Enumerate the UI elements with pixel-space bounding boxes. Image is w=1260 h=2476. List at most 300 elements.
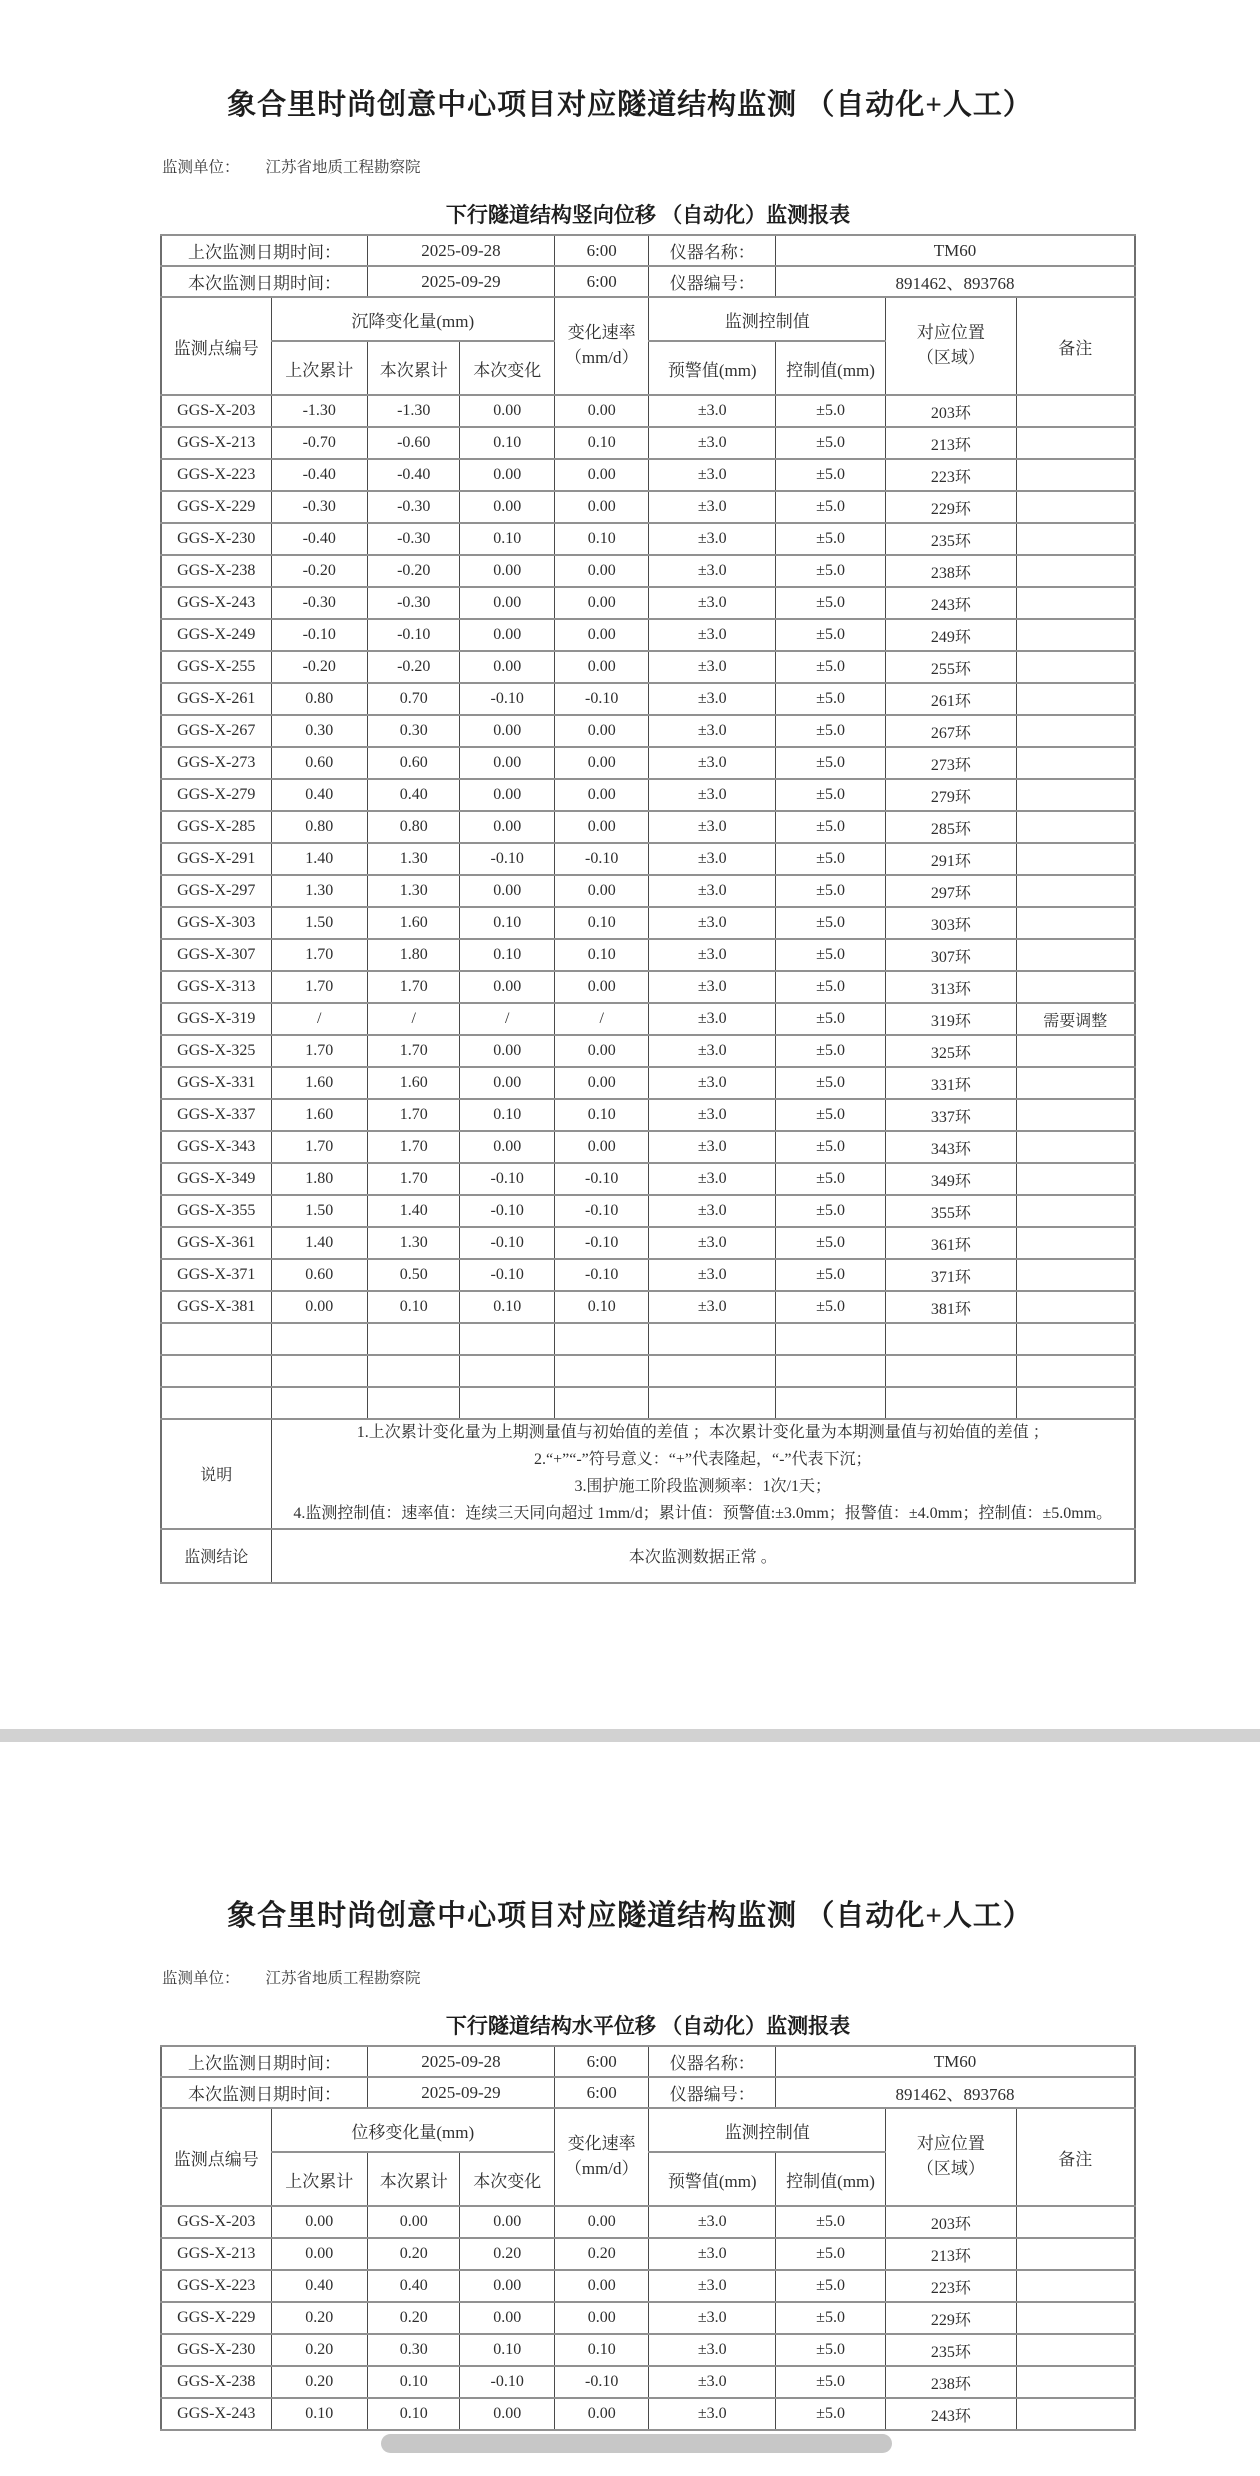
point-id-cell: GGS-X-223 [161, 459, 271, 491]
empty-table-row [161, 1355, 1135, 1387]
warn-value-cell: ±3.0 [649, 1259, 776, 1291]
location-cell: 285环 [886, 811, 1017, 843]
table-row [161, 1163, 1135, 1195]
cur-cum-cell: 1.30 [367, 843, 460, 875]
location-cell: 243环 [886, 587, 1017, 619]
remark-cell [1016, 811, 1135, 843]
prev-cum-cell: 0.20 [271, 2334, 367, 2366]
remark-cell [1016, 1099, 1135, 1131]
cur-change-cell: 0.00 [460, 1131, 554, 1163]
prev-cum-cell: 1.70 [271, 939, 367, 971]
prev-cum-cell: 0.00 [271, 2206, 367, 2238]
point-id-cell: GGS-X-273 [161, 747, 271, 779]
warn-value-cell: ±3.0 [649, 491, 776, 523]
table-row [161, 2334, 1135, 2366]
prev-cum-cell: -0.10 [271, 619, 367, 651]
prev-cum-cell: 1.70 [271, 1035, 367, 1067]
cur-change-cell: 0.00 [460, 747, 554, 779]
cur-cum-cell: 1.80 [367, 939, 460, 971]
cur-change-cell: 0.00 [460, 651, 554, 683]
rate-cell: 0.00 [554, 1131, 648, 1163]
rate-cell: 0.00 [554, 971, 648, 1003]
conclusion-value: 本次监测数据正常 。 [271, 1529, 1135, 1583]
location-cell: 243环 [886, 2398, 1017, 2430]
rate-cell: 0.00 [554, 875, 648, 907]
cur-change-cell: -0.10 [460, 683, 554, 715]
page-title-2: 象合里时尚创意中心项目对应隧道结构监测 （自动化+人工） [227, 1900, 1033, 1932]
remark-cell [1016, 715, 1135, 747]
rate-cell: 0.10 [554, 523, 648, 555]
table-row [161, 1067, 1135, 1099]
prev-time-value: 6:00 [554, 235, 648, 266]
remark-cell [1016, 459, 1135, 491]
control-value-cell: ±5.0 [776, 1195, 886, 1227]
header-row-groups [161, 297, 1135, 341]
rate-cell: 0.00 [554, 747, 648, 779]
cur-cum-cell: 1.70 [367, 971, 460, 1003]
col-header-change-group-2: 位移变化量(mm) [271, 2108, 554, 2152]
col-header-location-line1: 对应位置 [916, 323, 985, 343]
table-row [161, 555, 1135, 587]
warn-value-cell: ±3.0 [649, 747, 776, 779]
cur-cum-cell: -0.20 [367, 555, 460, 587]
control-value-cell: ±5.0 [776, 683, 886, 715]
prev-cum-cell: 0.60 [271, 747, 367, 779]
control-value-cell: ±5.0 [776, 1003, 886, 1035]
remark-cell [1016, 2302, 1135, 2334]
location-cell: 235环 [886, 2334, 1017, 2366]
col-header-cur-change-2: 本次变化 [460, 2152, 554, 2206]
warn-value-cell: ±3.0 [649, 1131, 776, 1163]
cur-cum-cell: 0.10 [367, 2398, 460, 2430]
prev-cum-cell: 0.40 [271, 779, 367, 811]
cur-cum-cell: 1.70 [367, 1163, 460, 1195]
control-value-cell: ±5.0 [776, 1259, 886, 1291]
cur-change-cell: 0.10 [460, 523, 554, 555]
monitoring-table-vertical [160, 234, 1136, 1584]
rate-cell: 0.10 [554, 907, 648, 939]
empty-table-row [161, 1387, 1135, 1419]
control-value-cell: ±5.0 [776, 2206, 886, 2238]
remark-cell [1016, 779, 1135, 811]
prev-date-label-2: 上次监测日期时间： [161, 2046, 367, 2077]
remark-cell [1016, 1291, 1135, 1323]
prev-cum-cell: -0.70 [271, 427, 367, 459]
table-body-horizontal [161, 2206, 1135, 2430]
instrument-number-label-2: 仪器编号： [649, 2077, 776, 2108]
col-header-point-id-2: 监测点编号 [161, 2108, 271, 2206]
warn-value-cell: ±3.0 [649, 523, 776, 555]
control-value-cell: ±5.0 [776, 2302, 886, 2334]
point-id-cell: GGS-X-279 [161, 779, 271, 811]
rate-cell: 0.00 [554, 651, 648, 683]
cur-change-cell: 0.00 [460, 587, 554, 619]
rate-cell: 0.00 [554, 619, 648, 651]
rate-cell: 0.00 [554, 587, 648, 619]
rate-cell: -0.10 [554, 683, 648, 715]
cur-change-cell: 0.00 [460, 2206, 554, 2238]
prev-cum-cell: -0.30 [271, 587, 367, 619]
warn-value-cell: ±3.0 [649, 2398, 776, 2430]
col-header-location-2 [886, 2108, 1017, 2206]
remark-cell [1016, 683, 1135, 715]
cur-cum-cell: 0.70 [367, 683, 460, 715]
control-value-cell: ±5.0 [776, 1099, 886, 1131]
rate-cell: 0.00 [554, 811, 648, 843]
location-cell: 303环 [886, 907, 1017, 939]
note-line-3: 3.围护施工阶段监测频率：1次/1天； [574, 1477, 831, 1495]
col-header-cur-change: 本次变化 [460, 341, 554, 395]
location-cell: 235环 [886, 523, 1017, 555]
prev-cum-cell: 0.80 [271, 811, 367, 843]
table-row [161, 779, 1135, 811]
empty-cell [1016, 1355, 1135, 1387]
prev-time-value-2: 6:00 [554, 2046, 648, 2077]
location-cell: 361环 [886, 1227, 1017, 1259]
remark-cell [1016, 395, 1135, 427]
instrument-name-label-2: 仪器名称： [649, 2046, 776, 2077]
point-id-cell: GGS-X-230 [161, 523, 271, 555]
cur-cum-cell: 1.70 [367, 1035, 460, 1067]
remark-cell [1016, 491, 1135, 523]
col-header-location-line2: （区域） [916, 348, 985, 367]
control-value-cell: ±5.0 [776, 715, 886, 747]
cur-change-cell: 0.00 [460, 811, 554, 843]
instrument-number-value: 891462、893768 [776, 266, 1135, 297]
col-header-warn: 预警值(mm) [649, 341, 776, 395]
location-cell: 203环 [886, 395, 1017, 427]
remark-cell [1016, 1035, 1135, 1067]
table-row [161, 651, 1135, 683]
warn-value-cell: ±3.0 [649, 971, 776, 1003]
table-row [161, 1099, 1135, 1131]
prev-cum-cell: 1.60 [271, 1099, 367, 1131]
table-row [161, 459, 1135, 491]
warn-value-cell: ±3.0 [649, 811, 776, 843]
table-body-vertical [161, 395, 1135, 1419]
cur-change-cell: 0.10 [460, 2334, 554, 2366]
control-value-cell: ±5.0 [776, 651, 886, 683]
point-id-cell: GGS-X-261 [161, 683, 271, 715]
cur-time-value: 6:00 [554, 266, 648, 297]
control-value-cell: ±5.0 [776, 875, 886, 907]
col-header-point-id: 监测点编号 [161, 297, 271, 395]
warn-value-cell: ±3.0 [649, 2238, 776, 2270]
prev-cum-cell: 0.30 [271, 715, 367, 747]
monitoring-unit-value-2: 江苏省地质工程勘察院 [265, 1970, 421, 1987]
rate-cell: -0.10 [554, 1259, 648, 1291]
prev-cum-cell: 1.50 [271, 1195, 367, 1227]
warn-value-cell: ±3.0 [649, 715, 776, 747]
warn-value-cell: ±3.0 [649, 2270, 776, 2302]
control-value-cell: ±5.0 [776, 555, 886, 587]
empty-table-row [161, 1323, 1135, 1355]
control-value-cell: ±5.0 [776, 459, 886, 491]
warn-value-cell: ±3.0 [649, 907, 776, 939]
cur-change-cell: 0.20 [460, 2238, 554, 2270]
table-row [161, 1227, 1135, 1259]
remark-cell [1016, 747, 1135, 779]
remark-cell [1016, 907, 1135, 939]
instrument-name-value-2: TM60 [776, 2046, 1135, 2077]
cur-cum-cell: -1.30 [367, 395, 460, 427]
cur-cum-cell: 1.30 [367, 875, 460, 907]
warn-value-cell: ±3.0 [649, 587, 776, 619]
warn-value-cell: ±3.0 [649, 651, 776, 683]
note-line-1: 1.上次累计变化量为上期测量值与初始值的差值 ；本次累计变化量为本期测量值与初始值的差值 ； [356, 1424, 1049, 1441]
empty-cell [161, 1355, 271, 1387]
cur-cum-cell: 0.00 [367, 2206, 460, 2238]
location-cell: 261环 [886, 683, 1017, 715]
point-id-cell: GGS-X-307 [161, 939, 271, 971]
table-row [161, 619, 1135, 651]
col-header-ctrl-2: 控制值(mm) [776, 2152, 886, 2206]
rate-cell: 0.00 [554, 555, 648, 587]
empty-cell [460, 1387, 554, 1419]
rate-cell: 0.20 [554, 2238, 648, 2270]
location-cell: 238环 [886, 555, 1017, 587]
point-id-cell: GGS-X-249 [161, 619, 271, 651]
rate-cell: -0.10 [554, 1227, 648, 1259]
cur-change-cell: 0.10 [460, 1291, 554, 1323]
rate-cell: / [554, 1003, 648, 1035]
cur-change-cell: 0.10 [460, 1099, 554, 1131]
col-header-rate-line2: （mm/d） [564, 348, 639, 367]
location-cell: 267环 [886, 715, 1017, 747]
prev-cum-cell: 1.60 [271, 1067, 367, 1099]
point-id-cell: GGS-X-229 [161, 2302, 271, 2334]
cur-cum-cell: -0.10 [367, 619, 460, 651]
cur-change-cell: 0.00 [460, 459, 554, 491]
table-row [161, 907, 1135, 939]
rate-cell: 0.00 [554, 1067, 648, 1099]
location-cell: 371环 [886, 1259, 1017, 1291]
control-value-cell: ±5.0 [776, 427, 886, 459]
remark-cell [1016, 2334, 1135, 2366]
info-row-previous-2 [161, 2046, 1135, 2077]
point-id-cell: GGS-X-313 [161, 971, 271, 1003]
location-cell: 249环 [886, 619, 1017, 651]
table-row [161, 843, 1135, 875]
cur-cum-cell: 0.50 [367, 1259, 460, 1291]
control-value-cell: ±5.0 [776, 2334, 886, 2366]
empty-cell [886, 1323, 1017, 1355]
rate-cell: 0.00 [554, 1035, 648, 1067]
cur-change-cell: 0.00 [460, 779, 554, 811]
cur-cum-cell: 1.60 [367, 907, 460, 939]
point-id-cell: GGS-X-381 [161, 1291, 271, 1323]
table-caption-2: 下行隧道结构水平位移 （自动化）监测报表 [445, 2014, 851, 2038]
cur-change-cell: -0.10 [460, 2366, 554, 2398]
empty-cell [1016, 1387, 1135, 1419]
col-header-prev-cum: 上次累计 [271, 341, 367, 395]
info-row-current-2 [161, 2077, 1135, 2108]
location-cell: 331环 [886, 1067, 1017, 1099]
notes-label: 说明 [161, 1419, 271, 1529]
location-cell: 291环 [886, 843, 1017, 875]
info-row-previous [161, 235, 1135, 266]
table-row [161, 427, 1135, 459]
prev-cum-cell: 1.40 [271, 843, 367, 875]
cur-cum-cell: 1.70 [367, 1131, 460, 1163]
control-value-cell: ±5.0 [776, 523, 886, 555]
cur-date-value: 2025-09-29 [367, 266, 554, 297]
empty-cell [776, 1387, 886, 1419]
cur-change-cell: 0.00 [460, 1067, 554, 1099]
warn-value-cell: ±3.0 [649, 1099, 776, 1131]
col-header-rate-line1: 变化速率 [567, 323, 636, 343]
empty-cell [1016, 1323, 1135, 1355]
table-row [161, 523, 1135, 555]
warn-value-cell: ±3.0 [649, 555, 776, 587]
warn-value-cell: ±3.0 [649, 395, 776, 427]
control-value-cell: ±5.0 [776, 491, 886, 523]
location-cell: 349环 [886, 1163, 1017, 1195]
remark-cell [1016, 971, 1135, 1003]
remark-cell [1016, 1259, 1135, 1291]
col-header-location [886, 297, 1017, 395]
remark-cell [1016, 651, 1135, 683]
cur-cum-cell: 0.60 [367, 747, 460, 779]
point-id-cell: GGS-X-303 [161, 907, 271, 939]
location-cell: 213环 [886, 2238, 1017, 2270]
table-row [161, 811, 1135, 843]
remark-cell [1016, 2398, 1135, 2430]
prev-cum-cell: -1.30 [271, 395, 367, 427]
remark-cell [1016, 2206, 1135, 2238]
point-id-cell: GGS-X-325 [161, 1035, 271, 1067]
empty-cell [886, 1387, 1017, 1419]
header-row-groups-2 [161, 2108, 1135, 2152]
prev-cum-cell: 1.30 [271, 875, 367, 907]
col-header-change-group: 沉降变化量(mm) [271, 297, 554, 341]
cur-change-cell: 0.00 [460, 2270, 554, 2302]
warn-value-cell: ±3.0 [649, 1003, 776, 1035]
point-id-cell: GGS-X-337 [161, 1099, 271, 1131]
table-row [161, 587, 1135, 619]
col-header-warn-2: 预警值(mm) [649, 2152, 776, 2206]
remark-cell [1016, 1131, 1135, 1163]
scrollbar-pill[interactable] [381, 2434, 892, 2453]
empty-cell [161, 1387, 271, 1419]
warn-value-cell: ±3.0 [649, 459, 776, 491]
rate-cell: 0.00 [554, 395, 648, 427]
remark-cell [1016, 1163, 1135, 1195]
empty-cell [649, 1355, 776, 1387]
location-cell: 325环 [886, 1035, 1017, 1067]
col-header-control-group-2: 监测控制值 [649, 2108, 886, 2152]
prev-cum-cell: -0.40 [271, 459, 367, 491]
empty-cell [367, 1355, 460, 1387]
location-cell: 229环 [886, 491, 1017, 523]
empty-cell [460, 1355, 554, 1387]
empty-cell [460, 1323, 554, 1355]
instrument-number-label: 仪器编号： [649, 266, 776, 297]
notes-row [161, 1419, 1135, 1529]
point-id-cell: GGS-X-213 [161, 427, 271, 459]
warn-value-cell: ±3.0 [649, 2366, 776, 2398]
empty-cell [554, 1323, 648, 1355]
warn-value-cell: ±3.0 [649, 779, 776, 811]
info-row-current [161, 266, 1135, 297]
control-value-cell: ±5.0 [776, 619, 886, 651]
rate-cell: 0.00 [554, 779, 648, 811]
prev-cum-cell: 1.70 [271, 1131, 367, 1163]
location-cell: 307环 [886, 939, 1017, 971]
empty-cell [271, 1323, 367, 1355]
cur-cum-cell: 0.40 [367, 779, 460, 811]
prev-cum-cell: 0.00 [271, 1291, 367, 1323]
page-divider [0, 1729, 1260, 1742]
cur-cum-cell: -0.20 [367, 651, 460, 683]
control-value-cell: ±5.0 [776, 971, 886, 1003]
location-cell: 279环 [886, 779, 1017, 811]
cur-change-cell: 0.00 [460, 715, 554, 747]
location-cell: 223环 [886, 459, 1017, 491]
point-id-cell: GGS-X-203 [161, 395, 271, 427]
cur-cum-cell: -0.30 [367, 587, 460, 619]
point-id-cell: GGS-X-243 [161, 587, 271, 619]
table-row [161, 491, 1135, 523]
col-header-remark-2: 备注 [1016, 2108, 1135, 2206]
location-cell: 297环 [886, 875, 1017, 907]
control-value-cell: ±5.0 [776, 843, 886, 875]
point-id-cell: GGS-X-203 [161, 2206, 271, 2238]
empty-cell [271, 1355, 367, 1387]
warn-value-cell: ±3.0 [649, 939, 776, 971]
empty-cell [776, 1323, 886, 1355]
cur-change-cell: 0.00 [460, 555, 554, 587]
table-row [161, 1195, 1135, 1227]
remark-cell [1016, 2366, 1135, 2398]
location-cell: 223环 [886, 2270, 1017, 2302]
point-id-cell: GGS-X-297 [161, 875, 271, 907]
note-line-2: 2.“+”“-”符号意义：“+”代表隆起，“-”代表下沉； [534, 1450, 872, 1468]
rate-cell: 0.00 [554, 715, 648, 747]
rate-cell: 0.00 [554, 2206, 648, 2238]
cur-change-cell: 0.00 [460, 619, 554, 651]
point-id-cell: GGS-X-319 [161, 1003, 271, 1035]
rate-cell: -0.10 [554, 1195, 648, 1227]
prev-cum-cell: 0.20 [271, 2366, 367, 2398]
warn-value-cell: ±3.0 [649, 875, 776, 907]
cur-change-cell: 0.00 [460, 875, 554, 907]
empty-cell [649, 1323, 776, 1355]
location-cell: 203环 [886, 2206, 1017, 2238]
notes-cell [271, 1419, 1135, 1529]
control-value-cell: ±5.0 [776, 811, 886, 843]
table-row [161, 939, 1135, 971]
control-value-cell: ±5.0 [776, 907, 886, 939]
rate-cell: 0.10 [554, 2334, 648, 2366]
table-row [161, 1003, 1135, 1035]
rate-cell: 0.00 [554, 491, 648, 523]
remark-cell [1016, 427, 1135, 459]
point-id-cell: GGS-X-213 [161, 2238, 271, 2270]
remark-cell [1016, 1067, 1135, 1099]
control-value-cell: ±5.0 [776, 1067, 886, 1099]
point-id-cell: GGS-X-267 [161, 715, 271, 747]
table-row [161, 2302, 1135, 2334]
location-cell: 319环 [886, 1003, 1017, 1035]
page-title: 象合里时尚创意中心项目对应隧道结构监测 （自动化+人工） [227, 89, 1033, 121]
control-value-cell: ±5.0 [776, 2270, 886, 2302]
cur-change-cell: -0.10 [460, 1163, 554, 1195]
empty-cell [554, 1355, 648, 1387]
remark-cell [1016, 2238, 1135, 2270]
point-id-cell: GGS-X-238 [161, 2366, 271, 2398]
cur-change-cell: 0.00 [460, 491, 554, 523]
